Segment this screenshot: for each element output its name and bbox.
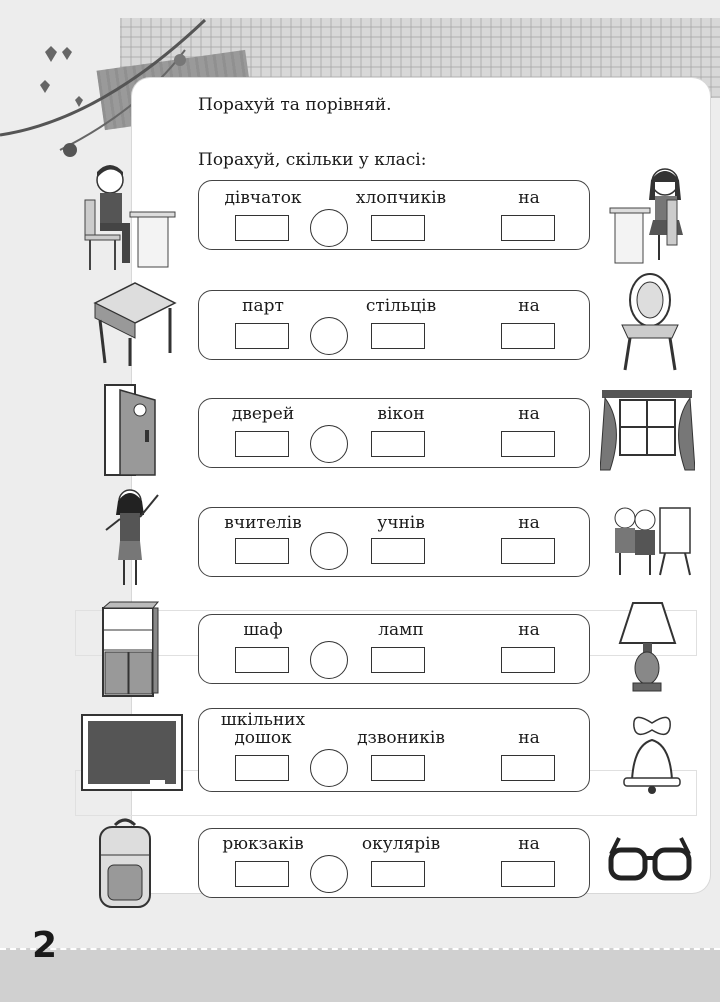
right-count-box[interactable] [371, 215, 425, 241]
comparison-sign-circle[interactable] [310, 855, 348, 893]
right-label: стільців [365, 296, 437, 316]
bell-icon [612, 705, 692, 795]
right-label: окулярів [361, 834, 441, 854]
comparison-sign-circle[interactable] [310, 209, 348, 247]
difference-box[interactable] [501, 647, 555, 673]
teacher-icon [100, 485, 170, 595]
cabinet-icon [98, 600, 160, 700]
subinstruction: Порахуй, скільки у класі: [198, 150, 427, 170]
compare-row [198, 507, 590, 577]
difference-label: на [518, 404, 540, 424]
page-number: 2 [32, 925, 58, 966]
desk-icon [90, 278, 180, 368]
left-count-box[interactable] [235, 323, 289, 349]
left-count-box[interactable] [235, 431, 289, 457]
left-count-box[interactable] [235, 215, 289, 241]
blackboard-icon [80, 710, 185, 795]
glasses-icon [605, 830, 695, 900]
compare-row [198, 614, 590, 684]
comparison-sign-circle[interactable] [310, 425, 348, 463]
left-label: дівчаток [224, 188, 302, 208]
chair-icon [610, 270, 690, 375]
right-label: вікон [377, 404, 425, 424]
left-count-box[interactable] [235, 647, 289, 673]
page-footer-band [0, 948, 720, 1002]
difference-box[interactable] [501, 861, 555, 887]
right-count-box[interactable] [371, 431, 425, 457]
door-icon [100, 380, 160, 480]
left-count-box[interactable] [235, 755, 289, 781]
difference-label: на [518, 620, 540, 640]
comparison-sign-circle[interactable] [310, 749, 348, 787]
girl-at-desk-icon [605, 160, 700, 270]
instruction-title: Порахуй та порівняй. [198, 95, 392, 115]
difference-label: на [518, 296, 540, 316]
difference-label: на [518, 728, 540, 748]
left-count-box[interactable] [235, 861, 289, 887]
difference-box[interactable] [501, 538, 555, 564]
difference-box[interactable] [501, 215, 555, 241]
left-label: шкільних дошок [220, 710, 306, 748]
right-label: хлопчиків [355, 188, 447, 208]
left-label: дверей [231, 404, 295, 424]
difference-label: на [518, 188, 540, 208]
right-count-box[interactable] [371, 647, 425, 673]
difference-box[interactable] [501, 323, 555, 349]
left-label: рюкзаків [222, 834, 304, 854]
window-icon [600, 385, 695, 480]
left-label: шаф [243, 620, 283, 640]
right-label: ламп [378, 620, 424, 640]
right-count-box[interactable] [371, 861, 425, 887]
comparison-sign-circle[interactable] [310, 641, 348, 679]
difference-box[interactable] [501, 431, 555, 457]
comparison-sign-circle[interactable] [310, 532, 348, 570]
difference-label: на [518, 834, 540, 854]
lamp-icon [615, 598, 680, 698]
left-label: вчителів [224, 513, 302, 533]
compare-row [198, 180, 590, 250]
right-label: дзвоників [357, 728, 445, 748]
students-icon [605, 500, 695, 580]
comparison-sign-circle[interactable] [310, 317, 348, 355]
right-count-box[interactable] [371, 755, 425, 781]
right-count-box[interactable] [371, 323, 425, 349]
difference-label: на [518, 513, 540, 533]
compare-row [198, 708, 590, 792]
boy-at-desk-icon [80, 160, 180, 275]
backpack-icon [90, 815, 160, 915]
difference-box[interactable] [501, 755, 555, 781]
compare-row [198, 828, 590, 898]
right-label: учнів [377, 513, 425, 533]
right-count-box[interactable] [371, 538, 425, 564]
left-count-box[interactable] [235, 538, 289, 564]
compare-row [198, 290, 590, 360]
compare-row [198, 398, 590, 468]
left-label: парт [242, 296, 284, 316]
